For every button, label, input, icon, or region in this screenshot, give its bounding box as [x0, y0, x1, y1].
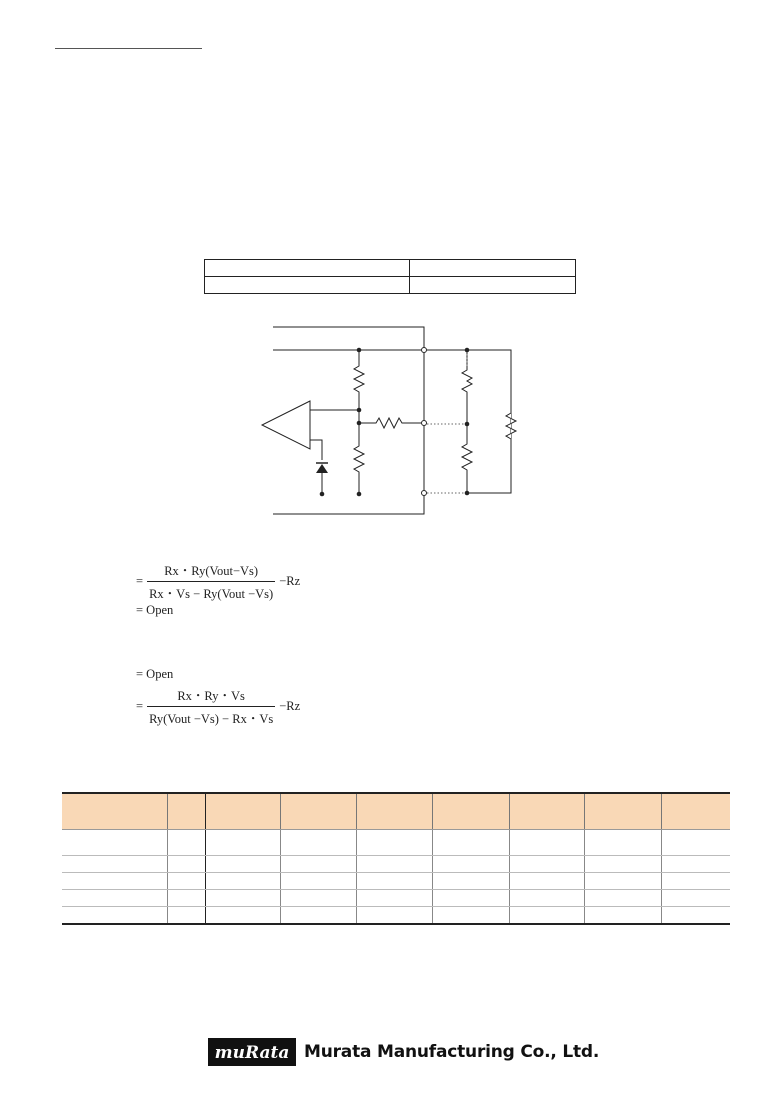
circuit-diagram: [255, 318, 525, 523]
formula-1-eq: =: [136, 574, 144, 588]
junction-dot: [465, 491, 470, 496]
header-rule: [55, 48, 202, 49]
resistor-r3: [359, 418, 421, 428]
table-row: [62, 907, 730, 925]
junction-dot: [357, 348, 362, 353]
formula-4-numerator: Rx・Ry・Vs: [147, 686, 275, 707]
spec-table-header: [62, 793, 730, 830]
gnd-line: [273, 496, 424, 514]
table-row: [62, 873, 730, 890]
formula-2: = Open: [136, 603, 174, 617]
junction-dot: [357, 408, 362, 413]
formula-4: [136, 686, 300, 727]
junction-dot: [320, 492, 325, 497]
svg-text:muRata: muRata: [214, 1043, 290, 1063]
formula-1-numerator: Rx・Ry(Vout−Vs): [147, 561, 275, 582]
table-row: [62, 830, 730, 856]
formula-4-denominator: Ry(Vout −Vs) − Rx・Vs: [149, 712, 274, 726]
formula-3: = Open: [136, 667, 174, 681]
formula-4-fraction: [147, 686, 275, 727]
formula-1-tail: −Rz: [279, 574, 301, 588]
table-row: [205, 277, 576, 294]
terminal: [422, 491, 427, 496]
top-rail: [273, 327, 424, 349]
terminal: [422, 421, 427, 426]
table-row: [62, 856, 730, 873]
terminal: [422, 348, 427, 353]
table-row: [62, 890, 730, 907]
table-row: [205, 260, 576, 277]
resistor-r6: [506, 413, 516, 439]
opamp: [262, 401, 310, 449]
junction-dot: [357, 492, 362, 497]
right-loop: [427, 350, 511, 493]
resistor-r1: [354, 350, 364, 410]
junction-dot: [465, 422, 470, 427]
spec-table: [62, 792, 730, 925]
opamp-ref: [310, 440, 322, 460]
footer-logo: [208, 1038, 599, 1066]
resistor-r5: [462, 424, 472, 493]
company-name: Murata Manufacturing Co., Ltd.: [304, 1042, 600, 1062]
murata-logo: [208, 1038, 296, 1066]
formula-4-eq: =: [136, 699, 144, 713]
small-table: [204, 259, 576, 294]
zener-diode: [316, 463, 328, 473]
junction-dot: [465, 348, 470, 353]
formula-4-tail: −Rz: [279, 699, 301, 713]
formula-1-fraction: [147, 561, 275, 602]
murata-logo-mark: [208, 1038, 296, 1066]
formula-1: [136, 561, 300, 602]
junction-dot: [357, 421, 362, 426]
formula-1-denominator: Rx・Vs − Ry(Vout −Vs): [149, 587, 274, 601]
